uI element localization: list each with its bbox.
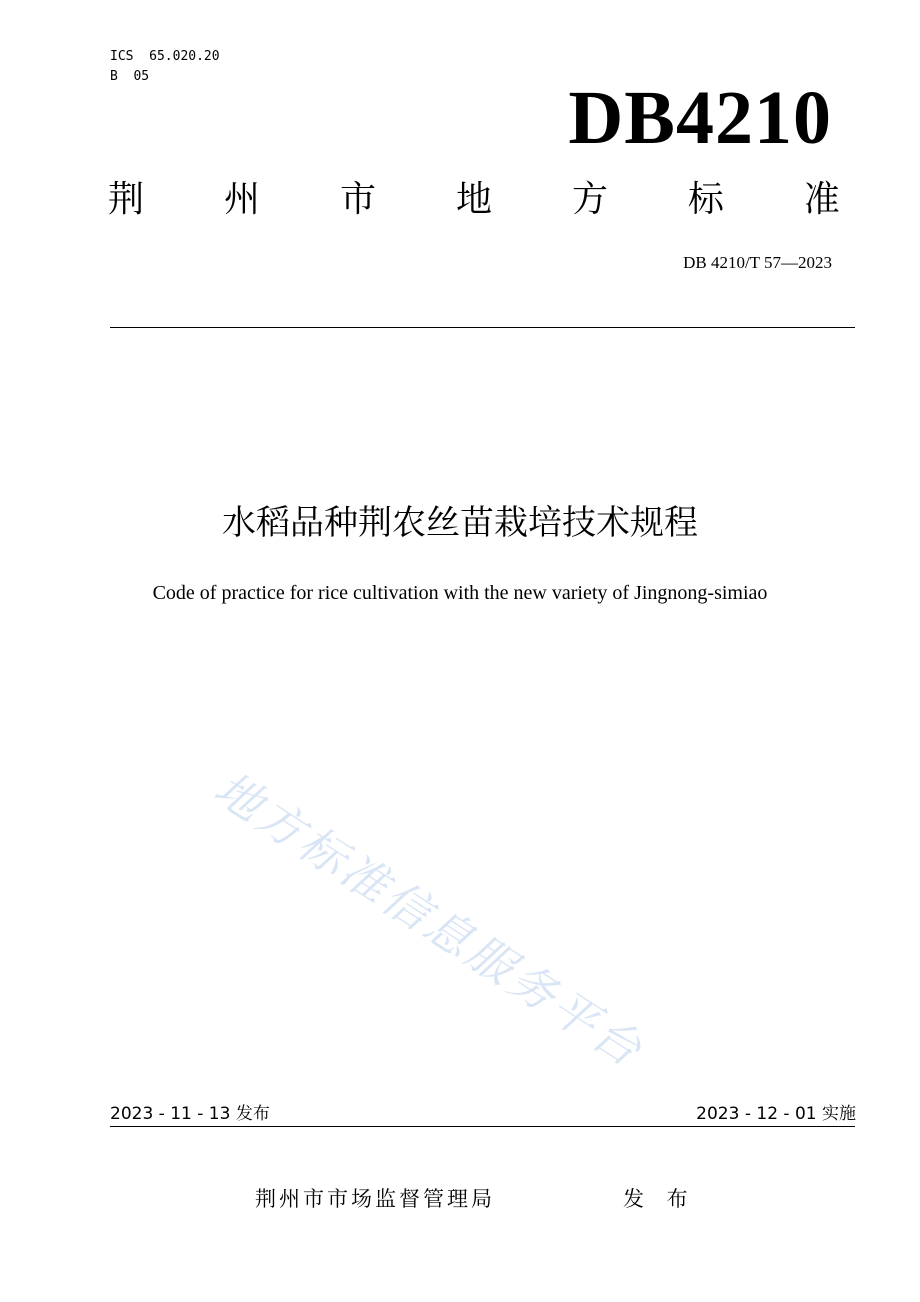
classification-codes [110,47,220,87]
standard-type-char: 方 [571,179,608,220]
publish-label: 发 布 [623,1187,696,1211]
standard-type-char: 地 [455,179,492,220]
standard-type-char: 市 [339,179,376,220]
publisher-name: 荆州市市场监督管理局 [255,1187,495,1211]
standard-type-title [108,178,840,222]
watermark: 地方标准信息服务平台 [205,760,654,1079]
standard-type-char: 标 [687,179,724,220]
ccs-code: B 05 [110,69,150,84]
top-divider [110,327,855,328]
publish-date: 2023 - 11 - 13 发布 [110,1104,270,1124]
english-title: Code of practice for rice cultivation with the new variety of Jingnong-simiao [152,582,768,604]
implement-date: 2023 - 12 - 01 实施 [696,1104,856,1124]
ics-code: ICS 65.020.20 [110,49,220,64]
standard-type-char: 准 [803,179,840,220]
standard-type-char: 荆 [108,179,145,220]
standard-code-large: DB4210 [568,76,832,160]
standard-number: DB 4210/T 57—2023 [683,253,832,272]
chinese-title: 水稻品种荆农丝苗栽培技术规程 [222,503,698,543]
bottom-divider [110,1126,855,1127]
standard-type-char: 州 [223,179,260,220]
